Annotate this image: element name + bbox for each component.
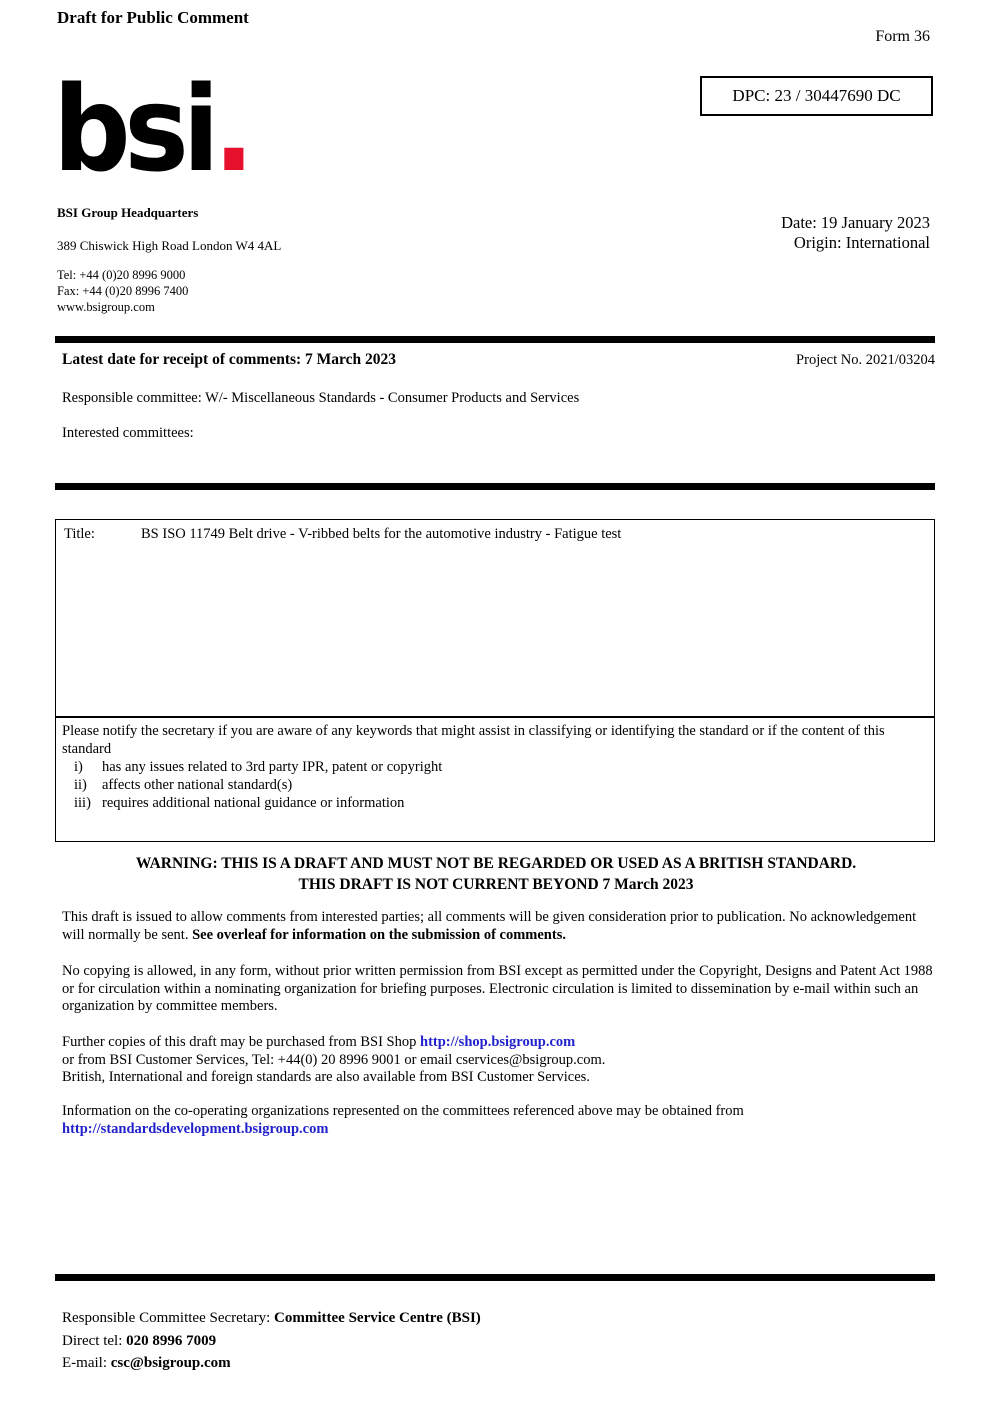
bsi-logo-red-dot: .	[213, 60, 255, 198]
direct-tel-label: Direct tel:	[62, 1332, 127, 1349]
standards-availability-text: British, International and foreign standards are also available from BSI Customer Services.	[62, 1069, 590, 1085]
purchase-text: Further copies of this draft may be purchased from BSI Shop	[62, 1034, 420, 1050]
divider-bar-middle	[55, 483, 935, 490]
secretary-value: Committee Service Centre (BSI)	[274, 1310, 481, 1326]
warning-line-1: WARNING: THIS IS A DRAFT AND MUST NOT BE REGARDED OR USED AS A BRITISH STANDARD.	[135, 855, 857, 872]
paragraph-comments-text: This draft is issued to allow comments from interested parties; all comments will be given consideration prior to publication. No acknowledgement will normally be sent.	[62, 909, 917, 943]
footer-contact-block	[62, 1307, 481, 1375]
list-item-number: i)	[74, 759, 83, 775]
customer-services-text: or from BSI Customer Services, Tel: +44(0) 20 8996 9001 or email cservices@bsigroup.com.	[62, 1051, 606, 1068]
standard-title: BS ISO 11749 Belt drive - V-ribbed belts for the automotive industry - Fatigue test	[141, 526, 622, 542]
date-origin-block	[781, 213, 930, 253]
paragraph-comments-bold: See overleaf for information on the submission of comments.	[192, 926, 566, 943]
form-number: Form 36	[875, 28, 930, 45]
divider-bar-bottom	[55, 1274, 935, 1281]
bsi-shop-link[interactable]: http://shop.bsigroup.com	[420, 1034, 576, 1050]
standards-development-link[interactable]: http://standardsdevelopment.bsigroup.com	[62, 1120, 329, 1137]
paragraph-copyright: No copying is allowed, in any form, without prior written permission from BSI except as permitted under the Copyright, Designs and Patent Act 1988 or for circulation within a nominating organization for briefing purposes. Electronic circulation is limited to dissemination by e-mail within such an organization by committee members.	[62, 963, 933, 1014]
hq-label: BSI Group Headquarters	[57, 205, 199, 220]
interested-committees: Interested committees:	[62, 425, 194, 441]
latest-date-label: Latest date for receipt of comments: 7 March 2023	[62, 351, 397, 368]
divider-bar-top	[55, 336, 935, 343]
email-value: csc@bsigroup.com	[110, 1355, 231, 1371]
contact-web: www.bsigroup.com	[57, 300, 155, 314]
date-value: Date: 19 January 2023	[781, 213, 930, 232]
title-box	[55, 519, 935, 717]
list-item	[74, 776, 926, 794]
origin-value: Origin: International	[793, 233, 930, 252]
contact-block	[57, 267, 188, 315]
responsible-committee: Responsible committee: W/- Miscellaneous Standards - Consumer Products and Services	[62, 390, 580, 406]
dpc-number: DPC: 23 / 30447690 DC	[732, 86, 901, 105]
list-item	[74, 794, 926, 812]
list-item-number: iii)	[74, 795, 91, 811]
cooperating-orgs-text: Information on the co-operating organizations represented on the committees referenced above may be obtained from	[62, 1103, 744, 1119]
direct-tel-value: 020 8996 7009	[126, 1332, 217, 1349]
contact-fax: Fax: +44 (0)20 8996 7400	[57, 284, 189, 298]
hq-address: 389 Chiswick High Road London W4 4AL	[57, 238, 282, 253]
comments-deadline-row	[57, 351, 935, 369]
title-label: Title:	[64, 526, 95, 542]
project-number: Project No. 2021/03204	[796, 352, 935, 368]
warning-notice	[0, 853, 992, 895]
list-item-number: ii)	[74, 777, 87, 793]
paragraph-cooperating-orgs	[62, 1103, 934, 1138]
dpc-number-box	[700, 76, 933, 116]
bsi-logo-text: bsi	[53, 60, 214, 198]
keywords-notice-box	[55, 717, 935, 842]
email-label: E-mail:	[62, 1355, 111, 1371]
list-item	[74, 758, 926, 776]
draft-for-public-comment-label: Draft for Public Comment	[57, 8, 249, 27]
warning-line-2: THIS DRAFT IS NOT CURRENT BEYOND 7 March 2023	[298, 876, 694, 893]
list-item-text: affects other national standard(s)	[102, 777, 293, 793]
paragraph-purchase	[62, 1034, 934, 1087]
paragraph-comments	[62, 909, 934, 944]
contact-tel: Tel: +44 (0)20 8996 9000	[57, 268, 186, 282]
secretary-label: Responsible Committee Secretary:	[62, 1310, 275, 1326]
list-item-text: has any issues related to 3rd party IPR, patent or copyright	[102, 759, 443, 775]
list-item-text: requires additional national guidance or information	[102, 795, 405, 811]
keywords-intro: Please notify the secretary if you are aware of any keywords that might assist in classifying or identifying the standard or if the content of this standard	[62, 723, 885, 757]
bsi-logo	[53, 60, 255, 198]
